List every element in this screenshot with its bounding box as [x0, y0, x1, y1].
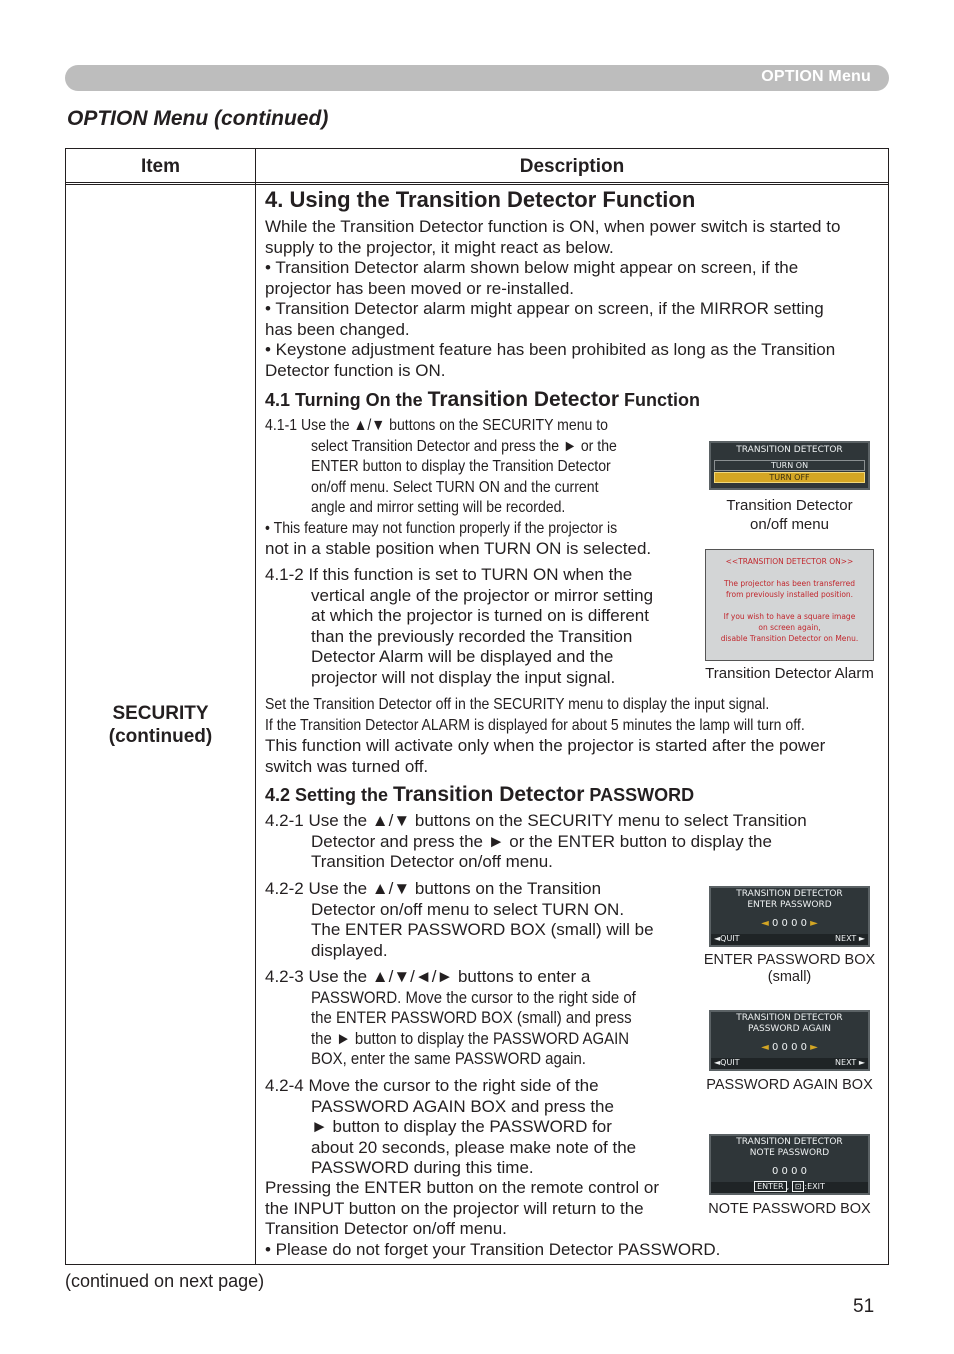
step-4-2-1: Transition Detector on/off menu. — [311, 852, 553, 871]
paragraph-line: supply to the projector, it might react as below. — [265, 238, 614, 257]
step-4-1-2: 4.1-2 If this function is set to TURN ON when the — [265, 565, 633, 584]
caption-note-password: NOTE PASSWORD BOX — [708, 1201, 871, 1217]
paragraph-line: While the Transition Detector function is ON, when power switch is started to — [265, 217, 841, 236]
transition-detector-alarm: <<TRANSITION DETECTOR ON>> The projector has been transferred from previously installed position. If you wish to have a square image on screen again, disable Transition Detector on Menu. — [705, 549, 874, 661]
step-4-2-3: the ► button to display the PASSWORD AGAIN — [311, 1029, 630, 1048]
note-line: If the Transition Detector ALARM is displayed for about 5 minutes the lamp will turn off. — [265, 717, 805, 734]
step-4-1-2: at which the projector is turned on is different — [311, 606, 649, 625]
step-4-1-1: angle and mirror setting will be recorded. — [311, 499, 566, 516]
caption-onoff: Transition Detector on/off menu — [726, 497, 853, 533]
step-4-2-3: the ENTER PASSWORD BOX (small) and press — [311, 1008, 632, 1027]
enter-password-box: TRANSITION DETECTOR ENTER PASSWORD ◄ 0 0 0 0 ► ◄QUIT NEXT ► — [709, 886, 870, 947]
caption-password-again: PASSWORD AGAIN BOX — [706, 1077, 873, 1093]
step-4-2-2: The ENTER PASSWORD BOX (small) will be — [311, 920, 654, 939]
step-4-1-2: vertical angle of the projector or mirror setting — [311, 586, 654, 605]
step-4-1-2: Detector Alarm will be displayed and the — [311, 647, 614, 666]
closing-line: Transition Detector on/off menu. — [265, 1219, 507, 1238]
menu-turn-off: TURN OFF — [714, 472, 865, 483]
step-4-2-2: displayed. — [311, 941, 388, 960]
paragraph-line: • Transition Detector alarm shown below might appear on screen, if the — [265, 258, 799, 277]
paragraph-line: • Transition Detector alarm might appear on screen, if the MIRROR setting — [265, 299, 824, 318]
step-4-2-3: 4.2-3 Use the ▲/▼/◄/► buttons to enter a — [265, 967, 591, 986]
step-4-1-1: ENTER button to display the Transition Detector — [311, 458, 611, 475]
closing-line: the INPUT button on the projector will return to the — [265, 1199, 644, 1218]
subheading-4-1: 4.1 Turning On the Transition Detector Function — [265, 388, 701, 411]
paragraph-line: Detector function is ON. — [265, 361, 446, 380]
closing-line: • Please do not forget your Transition Detector PASSWORD. — [265, 1240, 721, 1259]
caption-enter-password: ENTER PASSWORD BOX (small) — [703, 952, 876, 985]
step-4-1-2: than the previously recorded the Transition — [311, 627, 633, 646]
step-4-2-2: 4.2-2 Use the ▲/▼ buttons on the Transition — [265, 879, 602, 898]
page-number: 51 — [853, 1296, 875, 1317]
step-4-2-3: PASSWORD. Move the cursor to the right side of — [311, 988, 636, 1007]
step-4-1-1: on/off menu. Select TURN ON and the current — [311, 479, 599, 496]
note-line: This function will activate only when the projector is started after the power — [265, 736, 826, 755]
caption-alarm: Transition Detector Alarm — [705, 665, 874, 682]
step-4-2-1: 4.2-1 Use the ▲/▼ buttons on the SECURITY menu to select Transition — [265, 811, 807, 830]
closing-line: Pressing the ENTER button on the remote control or — [265, 1178, 660, 1197]
section-title: OPTION Menu (continued) — [67, 107, 329, 130]
paragraph-line: projector has been moved or re-installed. — [265, 279, 574, 298]
continued-note: (continued on next page) — [65, 1271, 265, 1291]
step-4-2-4: PASSWORD AGAIN BOX and press the — [311, 1097, 614, 1116]
paragraph-line: • Keystone adjustment feature has been prohibited as long as the Transition — [265, 340, 836, 359]
step-4-2-1: Detector and press the ► or the ENTER button to display the — [311, 832, 772, 851]
menu-turn-on: TURN ON — [714, 460, 865, 471]
step-4-1-1-note: not in a stable position when TURN ON is selected. — [265, 539, 652, 558]
step-4-2-4: ► button to display the PASSWORD for — [311, 1117, 612, 1136]
step-4-1-1-note: • This feature may not function properly if the projector is — [265, 520, 618, 537]
subheading-4-2: 4.2 Setting the Transition Detector PASSWORD — [265, 783, 695, 806]
step-4-2-4: about 20 seconds, please make note of the — [311, 1138, 637, 1157]
step-4-2-4: PASSWORD during this time. — [311, 1158, 534, 1177]
step-4-2-3: BOX, enter the same PASSWORD again. — [311, 1049, 586, 1068]
header-tab-label: OPTION Menu — [761, 68, 871, 85]
note-line: Set the Transition Detector off in the SECURITY menu to display the input signal. — [265, 696, 770, 713]
column-header-item: Item — [140, 156, 181, 177]
heading-transition-detector: 4. Using the Transition Detector Function — [265, 187, 696, 212]
note-line: switch was turned off. — [265, 757, 429, 776]
step-4-2-4: 4.2-4 Move the cursor to the right side of the — [265, 1076, 599, 1095]
note-password-box: TRANSITION DETECTOR NOTE PASSWORD 0 0 0 0 ENTER , ⊡ :EXIT — [709, 1134, 870, 1195]
step-4-1-1: 4.1-1 Use the ▲/▼ buttons on the SECURITY menu to — [265, 417, 609, 434]
column-header-description: Description — [519, 156, 625, 177]
header-bar — [65, 65, 889, 91]
item-security-label: SECURITY (continued) — [108, 703, 213, 747]
step-4-1-1: select Transition Detector and press the ► or the — [311, 438, 617, 455]
password-again-box: TRANSITION DETECTOR PASSWORD AGAIN ◄ 0 0 0 0 ► ◄QUIT NEXT ► — [709, 1010, 870, 1071]
transition-detector-onoff-menu: TRANSITION DETECTOR TURN ON TURN OFF — [709, 441, 870, 490]
step-4-2-2: Detector on/off menu to select TURN ON. — [311, 900, 625, 919]
paragraph-line: has been changed. — [265, 320, 410, 339]
step-4-1-2: projector will not display the input signal. — [311, 668, 616, 687]
